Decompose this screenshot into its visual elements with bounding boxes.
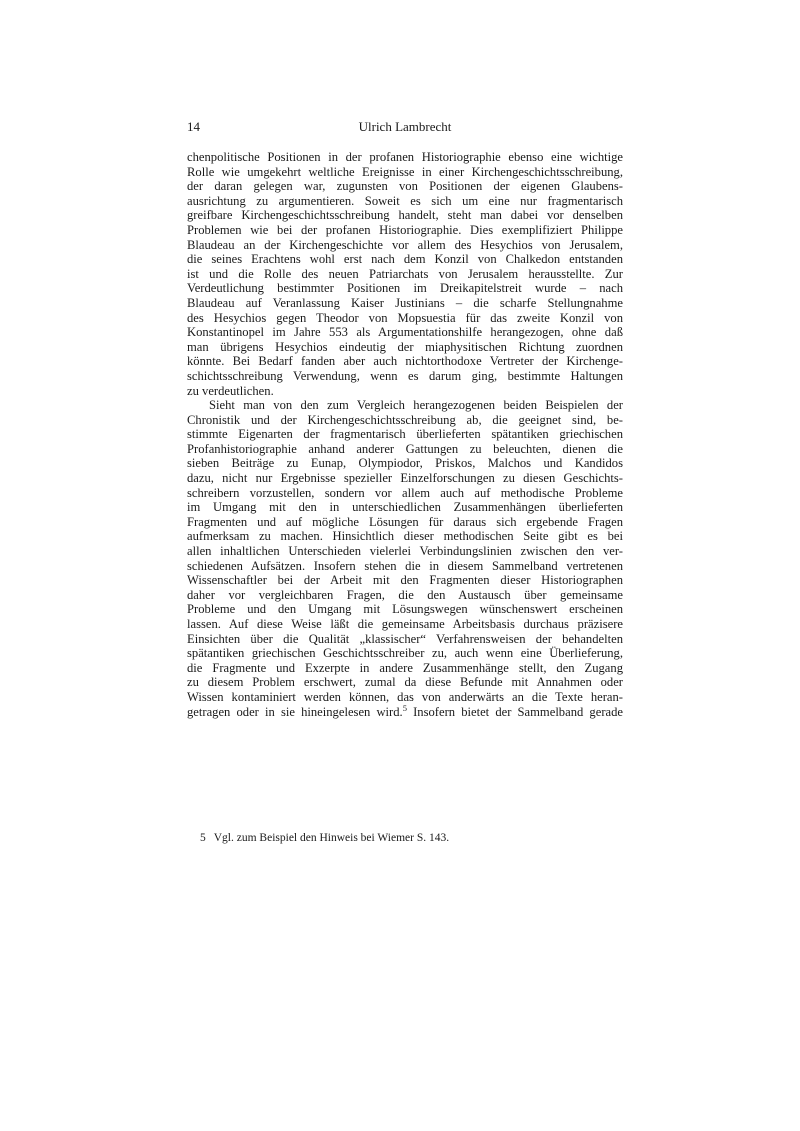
text-line: greifbare Kirchengeschichtsschreibung handelt, steht man dabei vor denselben: [187, 208, 623, 223]
text-line: spätantiken griechischen Geschichtsschreiber zu, auch wenn eine Überlieferung,: [187, 646, 623, 661]
text-line: Fragmenten und auf mögliche Lösungen für daraus sich ergebende Fragen: [187, 514, 623, 529]
footnote: [200, 832, 449, 844]
text-line: chenpolitische Positionen in der profanen Historiographie ebenso eine wichtige: [187, 150, 623, 164]
paragraph-1: [187, 150, 623, 398]
text-line: schiedenen Aufsätzen. Insofern stehen die in diesem Sammelband vertretenen: [187, 558, 623, 573]
text-line: man übrigens Hesychios eindeutig der miaphysitischen Richtung zuordnen: [187, 339, 623, 354]
text-line: könnte. Bei Bedarf fanden aber auch nichtorthodoxe Vertreter der Kirchenge-: [187, 354, 623, 369]
text-line: Profanhistoriographie anhand anderer Gattungen zu beleuchten, dienen die: [187, 441, 623, 456]
body-text: [187, 150, 623, 719]
page-number: 14: [187, 119, 200, 134]
text-line: [187, 702, 623, 720]
text-line: Konstantinopel im Jahre 553 als Argumentationshilfe herangezogen, ohne daß: [187, 325, 623, 340]
text-line: Chronistik und der Kirchengeschichtsschreibung ab, die geeignet sind, be-: [187, 412, 623, 427]
footnote-text: Vgl. zum Beispiel den Hinweis bei Wiemer S. 143.: [213, 832, 450, 844]
text-line: daher vor vergleichbaren Fragen, die den Austausch über gemeinsame: [187, 587, 623, 602]
text-line: sieben Beiträge zu Eunap, Olympiodor, Priskos, Malchos und Kandidos: [187, 456, 623, 471]
text-line: lassen. Auf diese Weise läßt die gemeinsame Arbeitsbasis durchaus präzisere: [187, 617, 623, 631]
text-line: zu verdeutlichen.: [187, 383, 274, 398]
running-title: Ulrich Lambrecht: [358, 119, 452, 134]
text-line: Wissen kontaminiert werden können, das von anderwärts an die Texte heran-: [187, 689, 623, 704]
text-line: ausrichtung zu argumentieren. Soweit es sich um eine nur fragmentarisch: [187, 193, 623, 208]
text-line: die Fragmente und Exzerpte in andere Zusammenhänge stellt, den Zugang: [187, 660, 623, 675]
text-line: Verdeutlichung bestimmter Positionen im Dreikapitelstreit wurde – nach: [187, 281, 623, 296]
text-line: des Hesychios gegen Theodor von Mopsuestia für das zweite Konzil von: [187, 310, 623, 325]
text-line: die seines Erachtens wohl erst nach dem Konzil von Chalkedon entstanden: [187, 252, 623, 267]
footnote-number: 5: [200, 832, 206, 844]
text-line: Probleme und den Umgang mit Lösungswegen wünschenswert erscheinen: [187, 602, 623, 617]
text-line: dazu, nicht nur Ergebnisse spezieller Einzelforschungen zu diesen Geschichts-: [187, 471, 623, 486]
text-line: aufmerksam zu machen. Hinsichtlich dieser methodischen Seite gibt es bei: [187, 529, 623, 544]
line-text: getragen oder in sie hineingelesen wird.: [187, 704, 403, 719]
text-line: im Umgang mit den in unterschiedlichen Zusammenhängen überlieferten: [187, 500, 623, 515]
text-line: schreibern vorzustellen, sondern vor allem auch auf methodische Probleme: [187, 485, 623, 500]
text-line: schichtsschreibung Verwendung, wenn es darum ging, bestimmte Haltungen: [187, 368, 623, 383]
line-text: Insofern bietet der Sammelband gerade: [406, 704, 623, 719]
text-line: Rolle wie umgekehrt weltliche Ereignisse in einer Kirchengeschichtsschreibung,: [187, 164, 623, 179]
footnote-ref[interactable]: 5: [402, 702, 407, 713]
text-line: Einsichten über die Qualität „klassischer“ Verfahrensweisen der behandelten: [187, 631, 623, 646]
text-line: stimmte Eigenarten der fragmentarisch überlieferten spätantiken griechischen: [187, 427, 623, 442]
text-line: Blaudeau auf Veranlassung Kaiser Justinians – die scharfe Stellungnahme: [187, 295, 623, 310]
text-line: der daran gelegen war, zugunsten von Positionen der eigenen Glaubens-: [187, 179, 623, 194]
text-line: Wissenschaftler bei der Arbeit mit den Fragmenten dieser Historiographen: [187, 573, 623, 588]
text-line: ist und die Rolle des neuen Patriarchats von Jerusalem herausstellte. Zur: [187, 266, 623, 281]
text-line: allen inhaltlichen Unterschieden vielerlei Verbindungslinien zwischen den ver-: [187, 544, 623, 559]
text-line: Problemen wie bei der profanen Historiographie. Dies exemplifiziert Philippe: [187, 222, 623, 237]
text-line: zu diesem Problem erschwert, zumal da diese Befunde mit Annahmen oder: [187, 675, 623, 690]
text-line: Sieht man von den zum Vergleich herangezogenen beiden Beispielen der: [209, 398, 623, 413]
paragraph-2: [187, 398, 623, 704]
text-line: Blaudeau an der Kirchengeschichte vor allem des Hesychios von Jerusalem,: [187, 237, 623, 252]
